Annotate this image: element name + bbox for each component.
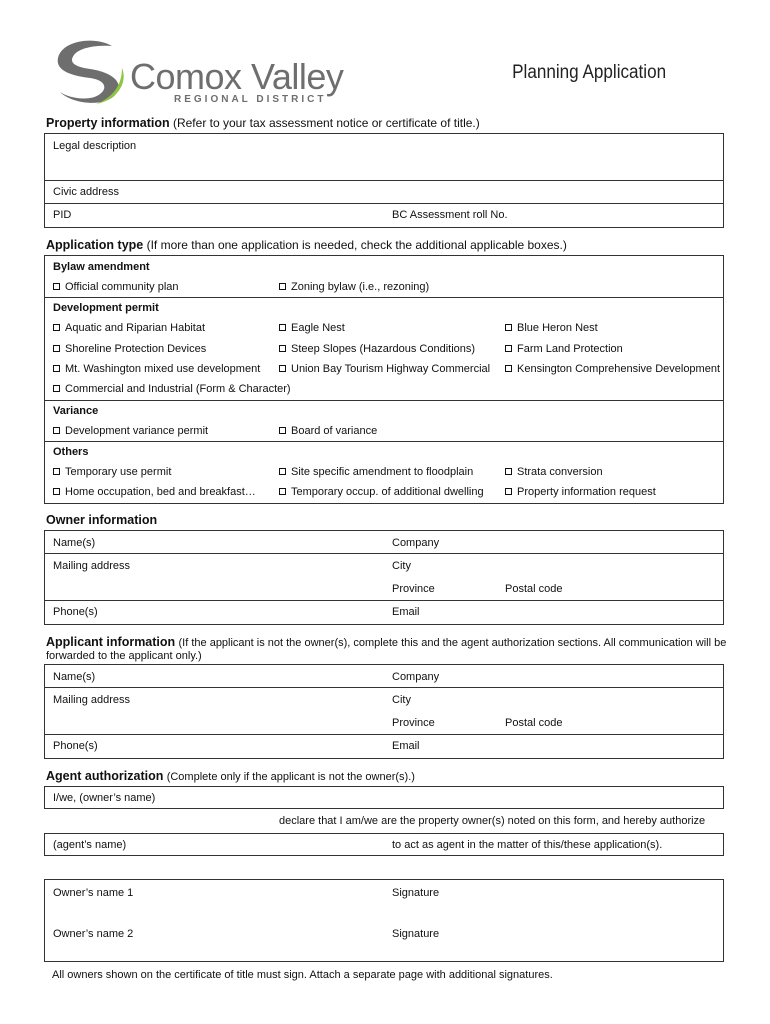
bylaw-heading: Bylaw amendment xyxy=(53,261,150,273)
applicant-mailing-field[interactable]: Mailing address xyxy=(53,694,131,706)
logo-subtitle: REGIONAL DISTRICT xyxy=(174,94,327,105)
signature-1-field[interactable]: Signature xyxy=(392,887,440,899)
checkbox-mt-washington[interactable]: Mt. Washington mixed use development xyxy=(53,363,260,375)
applicant-company-field[interactable]: Company xyxy=(392,671,440,683)
checkbox-kensington[interactable]: Kensington Comprehensive Development xyxy=(505,363,720,375)
logo-name: Comox Valley xyxy=(130,56,344,97)
owner-box xyxy=(44,530,724,625)
application-type-note: (If more than one application is needed, check the additional applicable boxes.) xyxy=(146,238,567,252)
property-heading-text: Property information xyxy=(46,116,170,130)
logo-swoosh-icon xyxy=(50,38,130,108)
checkbox-official-community-plan[interactable]: Official community plan xyxy=(53,281,179,293)
development-heading: Development permit xyxy=(53,302,159,314)
signatures-box xyxy=(44,879,724,962)
application-type-heading-text: Application type xyxy=(46,238,144,252)
act-as-agent-text: to act as agent in the matter of this/these application(s). xyxy=(392,839,663,851)
owner-company-field[interactable]: Company xyxy=(392,537,440,549)
property-note: (Refer to your tax assessment notice or certificate of title.) xyxy=(172,116,480,130)
owners-name-box xyxy=(44,786,724,809)
applicant-note-line2: forwarded to the applicant only.) xyxy=(46,650,202,662)
owners-name-field[interactable]: I/we, (owner’s name) xyxy=(53,792,156,804)
checkbox-shoreline-protection[interactable]: Shoreline Protection Devices xyxy=(53,343,206,355)
pid-field[interactable]: PID xyxy=(53,209,72,221)
checkbox-zoning-bylaw[interactable]: Zoning bylaw (i.e., rezoning) xyxy=(279,281,429,293)
checkbox-commercial-industrial[interactable]: Commercial and Industrial (Form & Character) xyxy=(53,383,291,395)
declaration-text: declare that I am/we are the property owner(s) noted on this form, and hereby authorize xyxy=(279,815,706,827)
applicant-note-line1: (If the applicant is not the owner(s), complete this and the agent authorization sections. All communication will be xyxy=(178,637,727,649)
applicant-box xyxy=(44,664,724,759)
checkbox-property-info-request[interactable]: Property information request xyxy=(505,486,656,498)
agents-name-box xyxy=(44,833,724,856)
owner-name-1-field[interactable]: Owner’s name 1 xyxy=(53,887,134,899)
applicant-heading-text: Applicant information xyxy=(46,635,176,649)
checkbox-aquatic-riparian[interactable]: Aquatic and Riparian Habitat xyxy=(53,322,205,334)
checkbox-board-of-variance[interactable]: Board of variance xyxy=(279,425,377,437)
checkbox-temporary-use[interactable]: Temporary use permit xyxy=(53,466,171,478)
agent-heading xyxy=(46,769,415,783)
document-title: Planning Application xyxy=(511,62,666,83)
checkbox-strata-conversion[interactable]: Strata conversion xyxy=(505,466,603,478)
owner-heading xyxy=(46,513,157,527)
checkbox-temporary-occupancy[interactable]: Temporary occup. of additional dwelling xyxy=(279,486,484,498)
agents-name-field[interactable]: (agent’s name) xyxy=(53,839,127,851)
agent-heading-text: Agent authorization xyxy=(46,769,164,783)
checkbox-blue-heron-nest[interactable]: Blue Heron Nest xyxy=(505,322,598,334)
checkbox-steep-slopes[interactable]: Steep Slopes (Hazardous Conditions) xyxy=(279,343,475,355)
owner-heading-text: Owner information xyxy=(46,513,158,527)
owner-phone-field[interactable]: Phone(s) xyxy=(53,606,98,618)
property-heading xyxy=(46,116,480,130)
application-type-box xyxy=(44,255,724,504)
checkbox-floodplain[interactable]: Site specific amendment to floodplain xyxy=(279,466,473,478)
signature-footer-note: All owners shown on the certificate of title must sign. Attach a separate page with additional signatures. xyxy=(52,969,553,981)
applicant-names-field[interactable]: Name(s) xyxy=(53,671,96,683)
roll-number-field[interactable]: BC Assessment roll No. xyxy=(392,209,508,221)
owner-province-field[interactable]: Province xyxy=(392,583,435,595)
civic-address-field[interactable]: Civic address xyxy=(53,186,120,198)
logo xyxy=(50,38,350,108)
property-box xyxy=(44,133,724,228)
legal-description-field[interactable]: Legal description xyxy=(53,140,137,152)
application-type-heading xyxy=(46,238,567,252)
owner-mailing-field[interactable]: Mailing address xyxy=(53,560,131,572)
applicant-heading xyxy=(46,635,726,649)
signature-2-field[interactable]: Signature xyxy=(392,928,440,940)
checkbox-development-variance[interactable]: Development variance permit xyxy=(53,425,208,437)
agent-note: (Complete only if the applicant is not the owner(s).) xyxy=(166,771,415,783)
applicant-city-field[interactable]: City xyxy=(392,694,411,706)
applicant-email-field[interactable]: Email xyxy=(392,740,420,752)
applicant-province-field[interactable]: Province xyxy=(392,717,435,729)
owner-postal-field[interactable]: Postal code xyxy=(505,583,563,595)
checkbox-eagle-nest[interactable]: Eagle Nest xyxy=(279,322,345,334)
checkbox-union-bay[interactable]: Union Bay Tourism Highway Commercial xyxy=(279,363,490,375)
applicant-postal-field[interactable]: Postal code xyxy=(505,717,563,729)
owner-city-field[interactable]: City xyxy=(392,560,411,572)
checkbox-farm-land-protection[interactable]: Farm Land Protection xyxy=(505,343,623,355)
others-heading: Others xyxy=(53,446,89,458)
applicant-phone-field[interactable]: Phone(s) xyxy=(53,740,98,752)
owner-email-field[interactable]: Email xyxy=(392,606,420,618)
variance-heading: Variance xyxy=(53,405,99,417)
owner-name-2-field[interactable]: Owner’s name 2 xyxy=(53,928,134,940)
checkbox-home-occupation[interactable]: Home occupation, bed and breakfast… xyxy=(53,486,256,498)
owner-names-field[interactable]: Name(s) xyxy=(53,537,96,549)
